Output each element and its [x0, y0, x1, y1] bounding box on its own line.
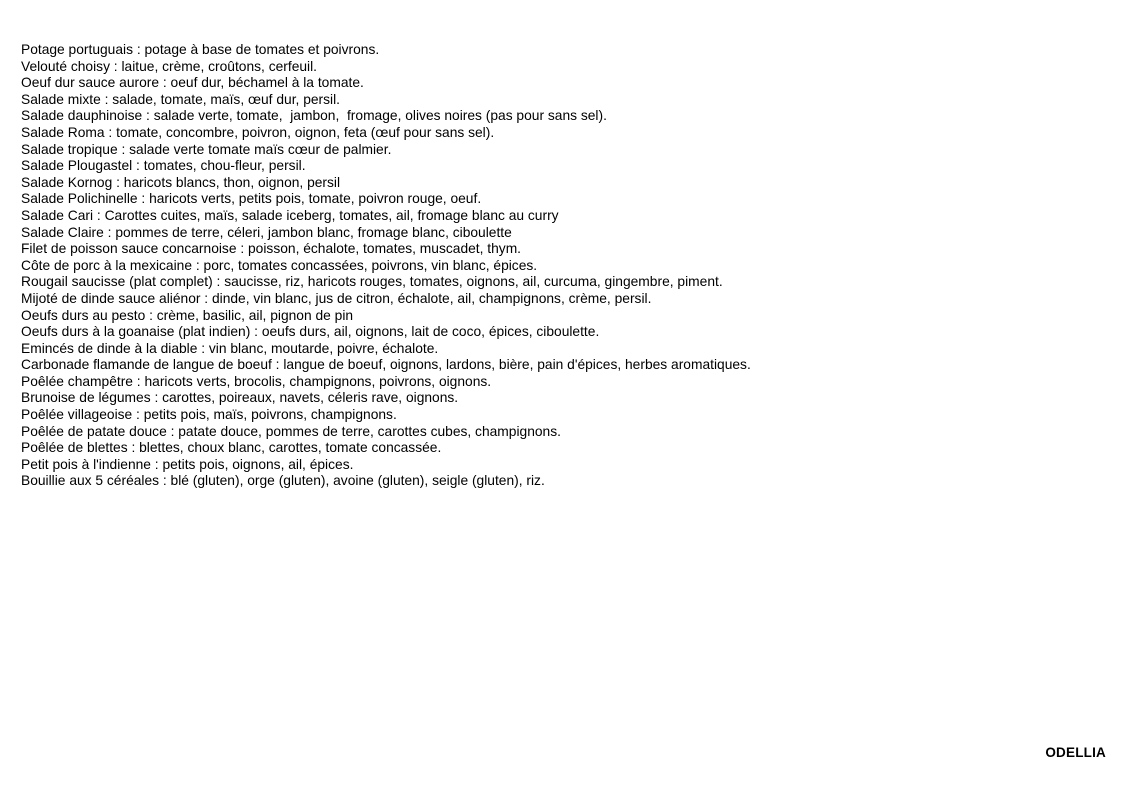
- dish-line: Poêlée villageoise : petits pois, maïs, poivrons, champignons.: [21, 407, 397, 423]
- dish-ingredient-list: [21, 42, 751, 490]
- dish-line: Poêlée de blettes : blettes, choux blanc, carottes, tomate concassée.: [21, 440, 442, 456]
- dish-line: Carbonade flamande de langue de boeuf : langue de boeuf, oignons, lardons, bière, pain d'épices, herbes aromatiques.: [21, 357, 751, 373]
- dish-line: Brunoise de légumes : carottes, poireaux, navets, céleris rave, oignons.: [21, 390, 459, 406]
- dish-line: Salade Roma : tomate, concombre, poivron, oignon, feta (œuf pour sans sel).: [21, 124, 495, 140]
- dish-line: Salade Plougastel : tomates, chou-fleur, persil.: [21, 158, 306, 174]
- dish-line: Mijoté de dinde sauce aliénor : dinde, vin blanc, jus de citron, échalote, ail, champignons, crème, persil.: [21, 290, 652, 306]
- dish-line: Velouté choisy : laitue, crème, croûtons, cerfeuil.: [21, 58, 318, 74]
- dish-line: Salade Kornog : haricots blancs, thon, oignon, persil: [21, 174, 341, 190]
- dish-line: Petit pois à l'indienne : petits pois, oignons, ail, épices.: [21, 456, 354, 472]
- dish-line: Bouillie aux 5 céréales : blé (gluten), orge (gluten), avoine (gluten), seigle (gluten), riz.: [21, 473, 545, 489]
- dish-line: Oeufs durs à la goanaise (plat indien) : oeufs durs, ail, oignons, lait de coco, épices, ciboulette.: [21, 324, 600, 340]
- dish-line: Côte de porc à la mexicaine : porc, tomates concassées, poivrons, vin blanc, épices.: [21, 257, 538, 273]
- dish-line: Salade tropique : salade verte tomate maïs cœur de palmier.: [21, 141, 392, 157]
- dish-line: Oeufs durs au pesto : crème, basilic, ail, pignon de pin: [21, 307, 354, 323]
- dish-line: Salade Polichinelle : haricots verts, petits pois, tomate, poivron rouge, oeuf.: [21, 191, 482, 207]
- dish-line: Poêlée champêtre : haricots verts, brocolis, champignons, poivrons, oignons.: [21, 373, 492, 389]
- dish-line: Salade mixte : salade, tomate, maïs, œuf dur, persil.: [21, 91, 340, 107]
- dish-line: Salade Claire : pommes de terre, céleri, jambon blanc, fromage blanc, ciboulette: [21, 224, 512, 240]
- dish-line: Salade Cari : Carottes cuites, maïs, salade iceberg, tomates, ail, fromage blanc au curry: [21, 207, 559, 223]
- dish-line: Rougail saucisse (plat complet) : saucisse, riz, haricots rouges, tomates, oignons, ail, curcuma, gingembre, piment.: [21, 274, 723, 290]
- dish-line: Salade dauphinoise : salade verte, tomate, jambon, fromage, olives noires (pas pour sans sel).: [21, 108, 607, 124]
- dish-line: Emincés de dinde à la diable : vin blanc, moutarde, poivre, échalote.: [21, 340, 439, 356]
- footer-brand: ODELLIA: [1045, 745, 1106, 760]
- dish-line: Filet de poisson sauce concarnoise : poisson, échalote, tomates, muscadet, thym.: [21, 241, 522, 257]
- dish-line: Poêlée de patate douce : patate douce, pommes de terre, carottes cubes, champignons.: [21, 423, 561, 439]
- dish-line: Oeuf dur sauce aurore : oeuf dur, béchamel à la tomate.: [21, 75, 364, 91]
- dish-line: Potage portuguais : potage à base de tomates et poivrons.: [21, 42, 380, 57]
